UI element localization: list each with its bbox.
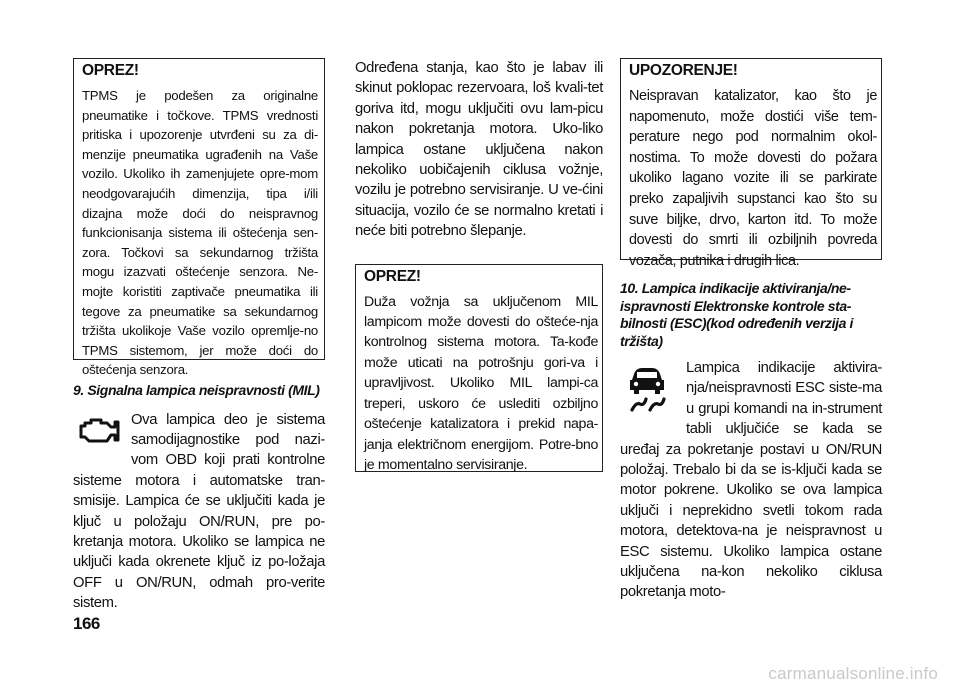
mil-section-title: 9. Signalna lampica neispravnosti (MIL) bbox=[73, 382, 320, 398]
column-left bbox=[73, 58, 325, 614]
watermark: carmanualsonline.info bbox=[768, 664, 938, 683]
column-middle bbox=[355, 58, 603, 472]
esc-section-title: 10. Lampica indikacije aktiviranja/ne-ispravnosti Elektronske kontrole sta-bilnosti (ESC)(kod određenih verzija i tržišta) bbox=[620, 280, 853, 349]
tpms-caution-box bbox=[73, 58, 325, 378]
mil-section bbox=[73, 410, 325, 614]
mil-caution-box bbox=[355, 264, 603, 472]
esc-section-text: Lampica indikacije aktivira-nja/neispravnosti ESC siste-ma u grupi komandi na in-strument tabli uključiće se kada se uređaj za pokretanje postavi u ON/RUN položaj. Trebalo bi da se is-ključi kada se motor pokrene. Ukoliko se ova lampica uključi i neprekidno svetli tokom rada motora, detektova-na je neispravnost u ESC sistemu. Ukoliko lampica ostane uključena na-kon nekoliko ciklusa pokretanja moto- bbox=[620, 360, 882, 601]
engine-check-icon bbox=[73, 416, 127, 458]
warning-text: Neispravan katalizator, kao što je napomenuto, može dostići više tem-perature nego pod normalnim okol-nostima. To može dovesti do požara ukoliko lagano vozite ili se parkirate preko zapaljivih supstanci kao što su suve biljke, drvo, karton itd. To može dovesti do smrti ili ozbiljnih povreda vozača, putnika i drugih lica. bbox=[629, 88, 877, 269]
page-number: 166 bbox=[73, 614, 100, 633]
warning-title: UPOZORENJE! bbox=[629, 62, 738, 79]
caution-title: OPREZ! bbox=[82, 62, 139, 79]
mil-section-text: Ova lampica deo je sistema samodijagnostike pod nazi-vom OBD koji prati kontrolne sisteme motora i automatske tran-smisije. Lampica će se uključiti kada je ključ u položaju ON/RUN, pre po-kretanja motora. Ukoliko se lampica ne uključi kada okrenete ključ iz po-ložaja OFF u ON/RUN, odmah pro-verite sistem. bbox=[73, 411, 325, 612]
caution-title: OPREZ! bbox=[364, 267, 421, 285]
caution-text: TPMS je podešen za originalne pneumatike i točkove. TPMS vrednosti pritiska i upozorenje utvrđeni su za di-menzije pneumatika ugrađenih na Vaše vozilo. Ukoliko ih zamenjujete opre-mom neodgovarajućih dimenzija, tipa i/ili dizajna može doći do neispravnog funkcionisanja sistema ili oštećenja sen-zora. Točkovi sa sekundarnog tržišta mogu izazvati oštećenje senzora. Ne-mojte koristiti zaptivače pneumatika ili tegove za pneumatike sa sekundarnog tržišta ukolikoje Vaše vozilo opremlje-no TPMS sistemom, jer može doći do oštećenja senzora. bbox=[82, 88, 318, 378]
catalyst-warning-box bbox=[620, 58, 882, 269]
esc-skid-car-icon bbox=[620, 366, 682, 420]
column-right bbox=[620, 58, 882, 603]
mil-continuation-text: Određena stanja, kao što je labav ili skinut poklopac rezervoara, loš kvali-tet goriva itd, mogu uključiti ovu lam-picu nakon pokretanja motora. Uko-liko lampica ostane uključena nakon nekoliko uobičajenih ciklusa vožnje, vozilu je potrebno servisiranje. U ve-ćini situacija, vozilo će se normalno kretati i neće biti potrebno šlepanje. bbox=[355, 60, 603, 240]
caution-text: Duža vožnja sa uključenom MIL lampicom može dovesti do ošteće-nja kontrolnog sistema motora. Ta-kođe može uticati na potrošnju gori-va i upravljivost. Ukoliko MIL lampi-ca treperi, uskoro će uslediti ozbiljno oštećenje katalizatora i prekid napa-janja električnom energijom. Potre-bno je momentalno servisiranje. bbox=[364, 293, 598, 473]
esc-section bbox=[620, 358, 882, 603]
